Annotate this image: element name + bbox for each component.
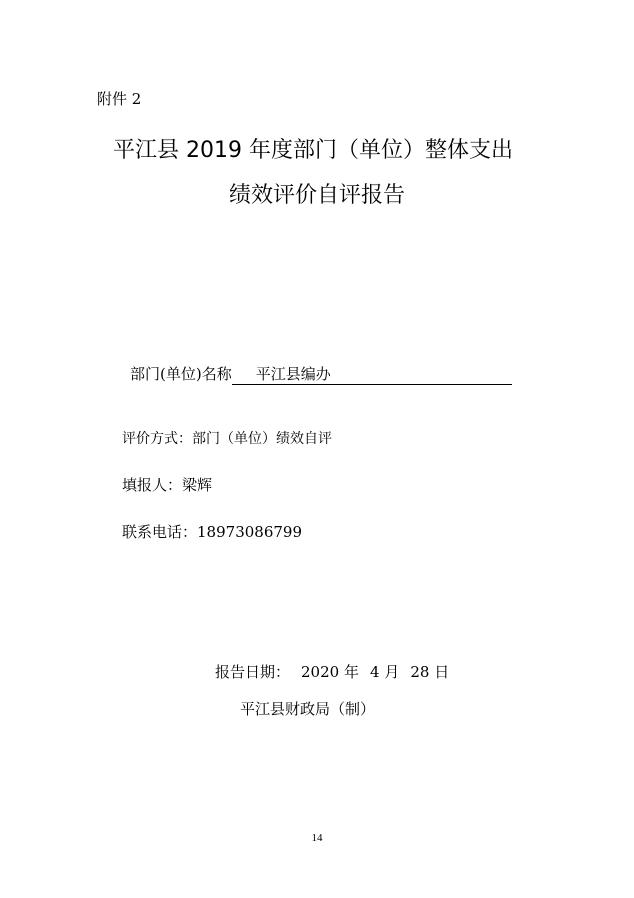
report-date (215, 661, 449, 682)
page-number: 14 (311, 832, 323, 844)
department-label: 部门(单位)名称 (130, 365, 232, 383)
report-title-line-1: 平江县 2019 年度部门（单位）整体支出 (113, 138, 513, 163)
contact-phone-field (122, 521, 302, 542)
filler-value: 梁辉 (182, 476, 213, 494)
department-field (130, 363, 512, 385)
evaluation-method-value: 部门（单位）绩效自评 (192, 431, 332, 447)
report-date-month-unit: 月 (384, 663, 400, 681)
evaluation-method-field (122, 428, 332, 448)
report-date-year-unit: 年 (343, 663, 359, 681)
evaluation-method-label: 评价方式： (122, 431, 192, 447)
report-title-line-2: 绩效评价自评报告 (228, 183, 405, 208)
report-date-day-unit: 日 (434, 663, 450, 681)
report-date-label: 报告日期： (215, 663, 291, 681)
contact-phone-value: 18973086799 (197, 523, 302, 541)
attachment-label: 附件 2 (97, 90, 142, 108)
issuer: 平江县财政局（制） (240, 700, 376, 718)
contact-phone-label: 联系电话： (122, 523, 198, 541)
filler-label: 填报人： (122, 476, 183, 494)
report-date-day: 28 (410, 663, 430, 681)
report-date-month: 4 (370, 663, 380, 681)
filler-field (122, 474, 212, 495)
report-date-year: 2020 (301, 663, 340, 681)
department-value: 平江县编办 (232, 363, 512, 385)
